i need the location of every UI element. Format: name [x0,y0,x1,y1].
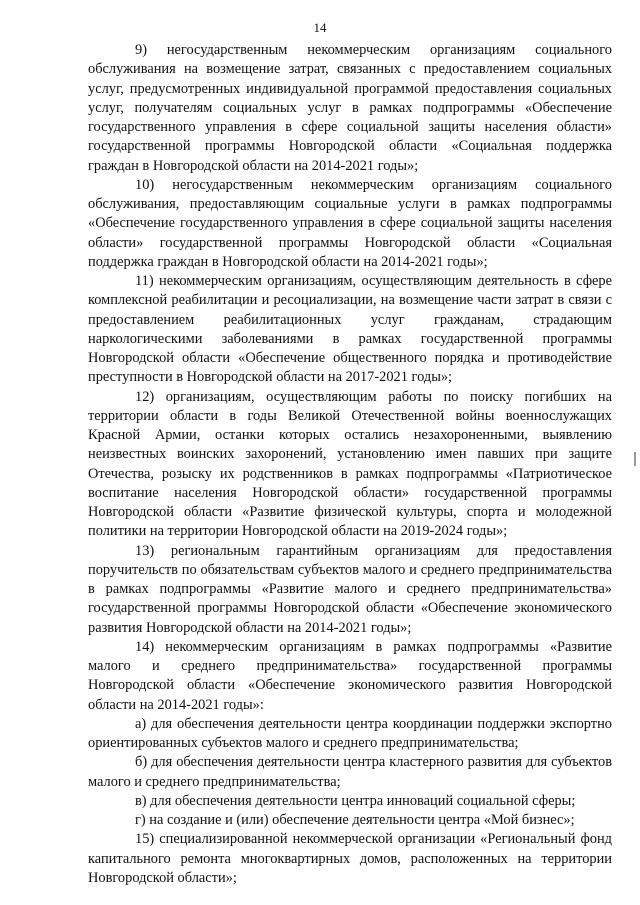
paragraph-item-10: 10) негосударственным некоммерческим организациям социального обслуживания, предоставляющим социальные услуги в рамках подпрограммы «Обеспечение государственного управления в сфере социальной защиты населения области» государственной программы Новгородской области «Социальная поддержка граждан в Новгородской области на 2014-2021 годы»; [88,176,612,270]
paragraph-item-13: 13) региональным гарантийным организациям для предоставления поручительств по обязательствам субъектов малого и среднего предпринимательства в рамках подпрограммы «Развитие малого и среднего предпринимательства» государственной программы Новгородской области «Обеспечение экономического развития Новгородской области на 2014-2021 годы»; [88,542,612,636]
document-body [88,41,612,888]
scan-edge-mark [634,452,636,466]
paragraph-item-9: 9) негосударственным некоммерческим организациям социального обслуживания на возмещение затрат, связанных с предоставлением социальных услуг, предусмотренных индивидуальной программой предоставления социальных услуг, получателям социальных услуг в рамках подпрограммы «Обеспечение государственного управления в сфере социальной защиты населения области» государственной программы Новгородской области «Социальная поддержка граждан в Новгородской области на 2014-2021 годы»; [88,42,612,174]
subitem-a: а) для обеспечения деятельности центра координации поддержки экспортно ориентированных субъектов малого и среднего предпринимательства; [88,715,612,751]
subitem-g: г) на создание и (или) обеспечение деятельности центра «Мой бизнес»; [135,812,575,828]
paragraph-item-14: 14) некоммерческим организациям в рамках подпрограммы «Развитие малого и среднего предпринимательства» государственной программы Новгородской области «Обеспечение экономического развития Новгородской области на 2014-2021 годы»: [88,638,612,713]
paragraph-item-12: 12) организациям, осуществляющим работы по поиску погибших на территории области в годы Великой Отечественной войны военнослужащих Красной Армии, останки которых остались незахороненными, выявлению неизвестных воинских захоронений, установлению имен павших при защите Отечества, розыску их родственников в рамках подпрограммы «Патриотическое воспитание населения Новгородской области» государственной программы Новгородской области «Развитие физической культуры, спорта и молодежной политики на территории Новгородской области на 2019-2024 годы»; [88,388,612,540]
subitem-b: б) для обеспечения деятельности центра кластерного развития для субъектов малого и среднего предпринимательства; [88,754,612,790]
paragraph-item-15: 15) специализированной некоммерческой организации «Региональный фонд капитального ремонта многоквартирных домов, расположенных на территории Новгородской области»; [88,831,612,886]
page-number: 14 [313,20,327,35]
paragraph-item-11: 11) некоммерческим организациям, осуществляющим деятельность в сфере комплексной реабилитации и ресоциализации, на возмещение части затрат в связи с предоставлением реабилитационных услуг гражданам, страдающим наркологическими заболеваниями в рамках государственной программы Новгородской области «Обеспечение общественного порядка и противодействие преступности в Новгородской области на 2017-2021 годы»; [88,273,612,386]
subitem-v: в) для обеспечения деятельности центра инноваций социальной сферы; [135,792,576,809]
